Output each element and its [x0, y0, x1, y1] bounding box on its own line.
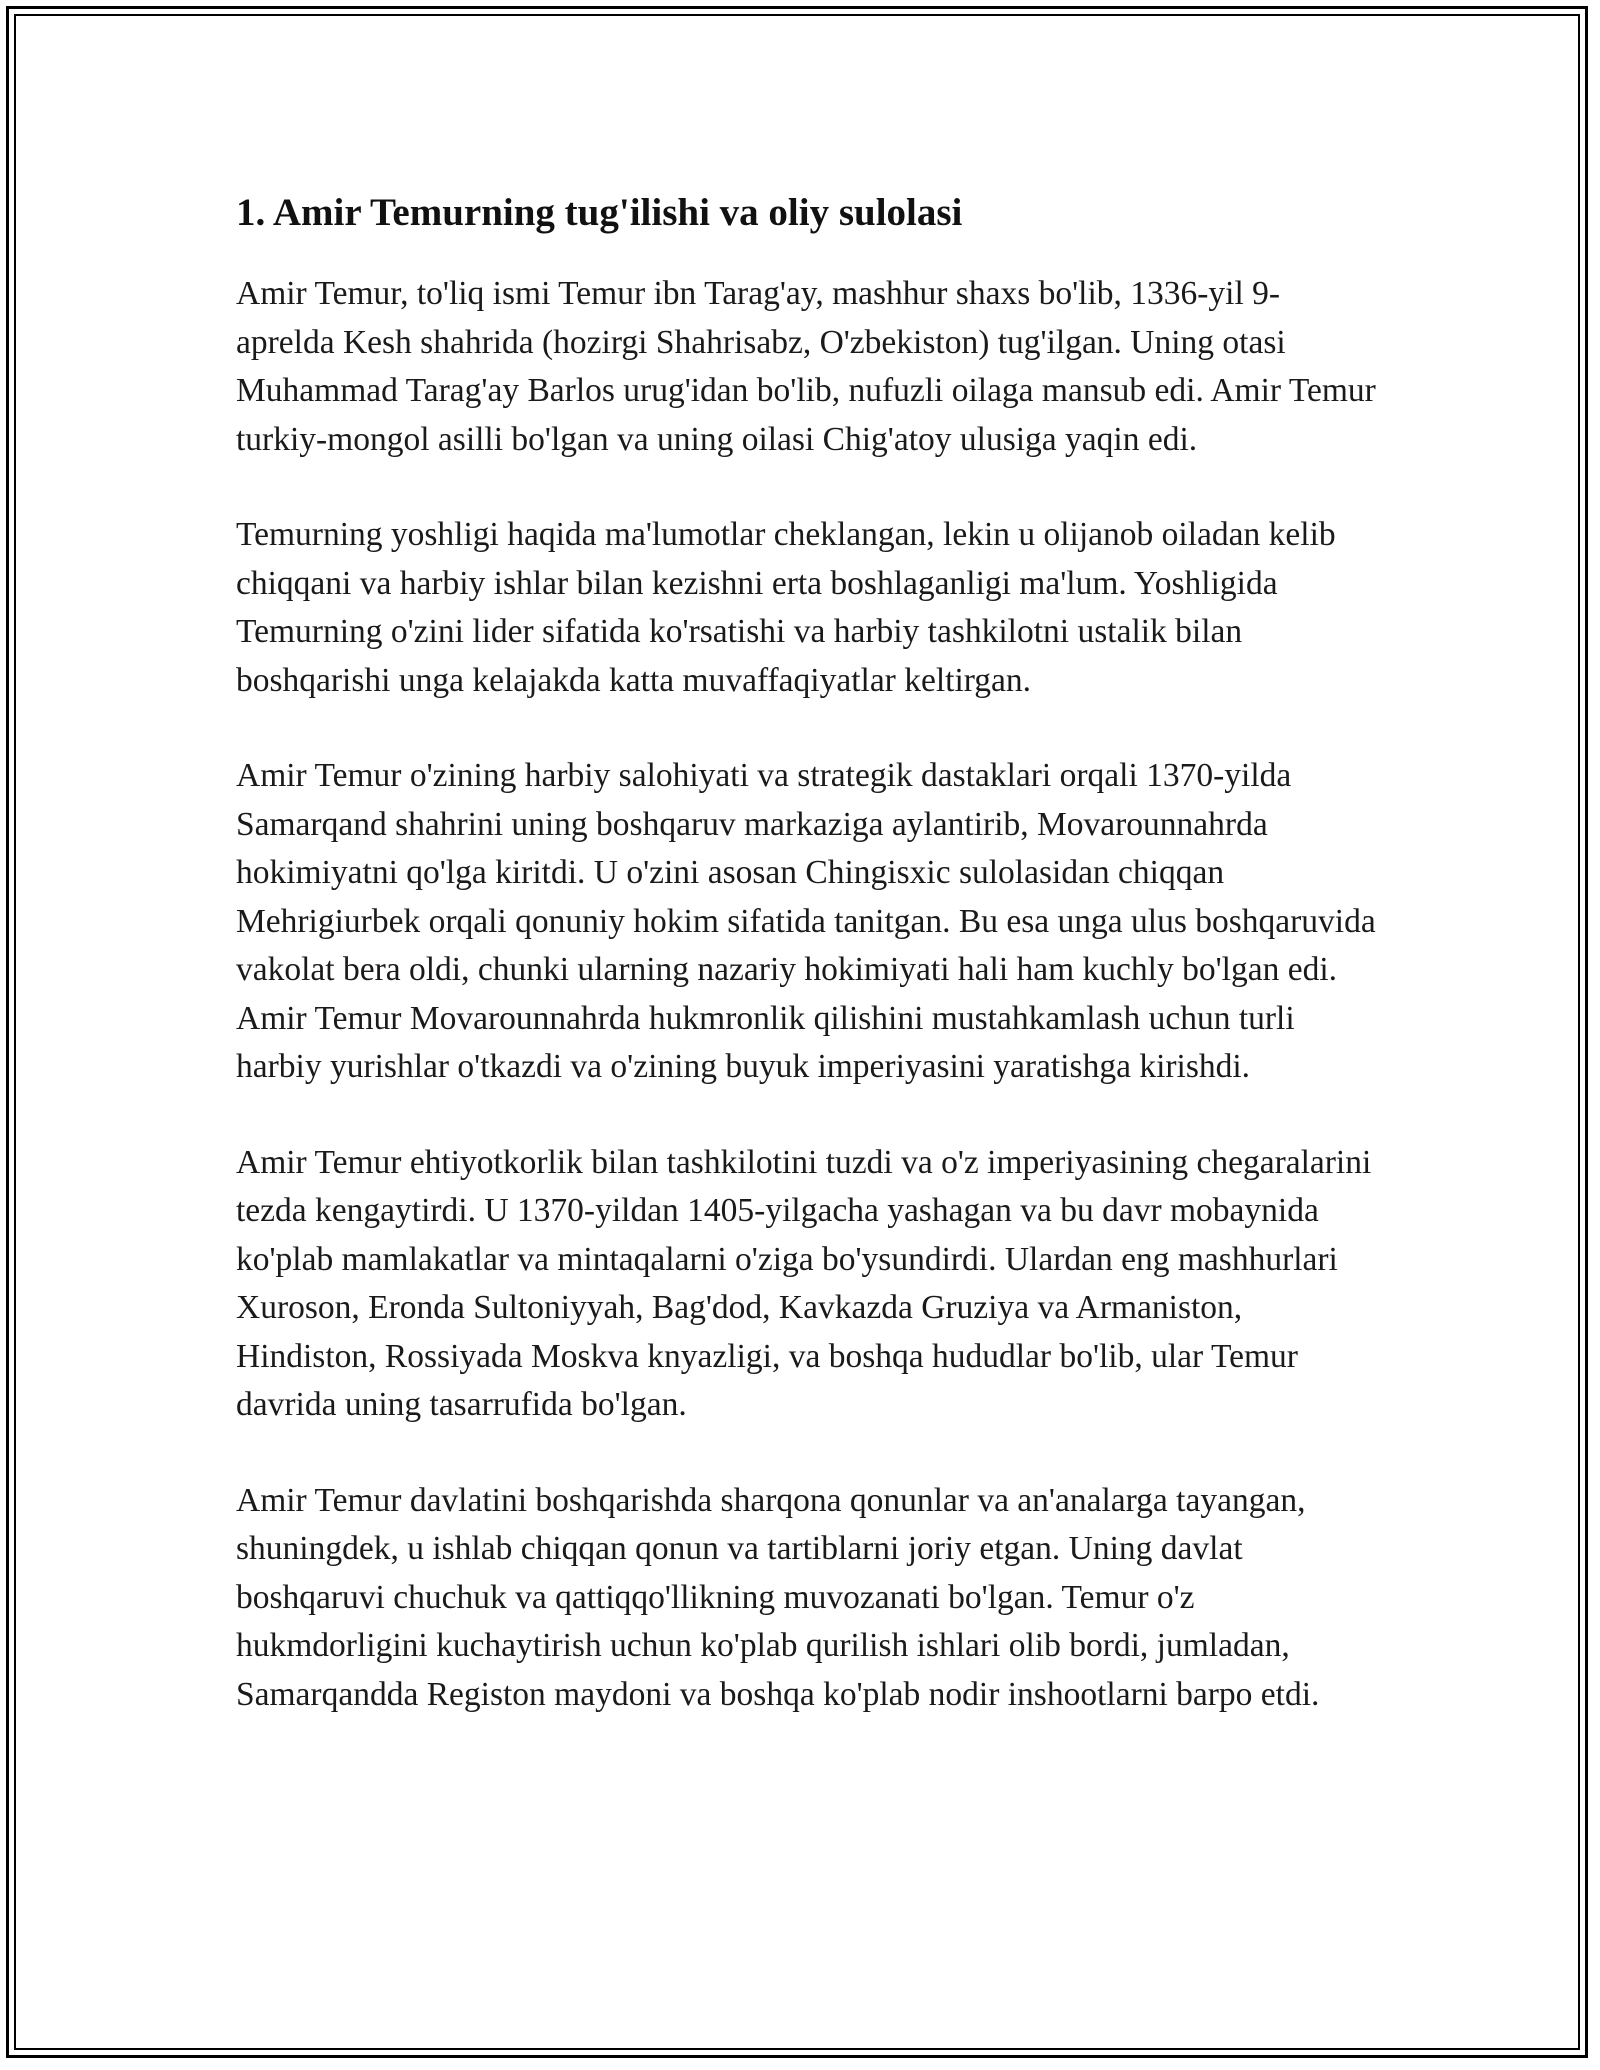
- section-heading: 1. Amir Temurning tug'ilishi va oliy sulolasi: [236, 191, 963, 234]
- paragraph-birth: Amir Temur, to'liq ismi Temur ibn Tarag'ay, mashhur shaxs bo'lib, 1336-yil 9-aprelda Kesh shahrida (hozirgi Shahrisabz, O'zbekiston) tug'ilgan. Uning otasi Muhammad Tarag'ay Barlos urug'idan bo'lib, nufuzli oilaga mansub edi. Amir Temur turkiy-mongol asilli bo'lgan va uning oilasi Chig'atoy ulusiga yaqin edi.: [236, 275, 1376, 458]
- paragraph-governance: Amir Temur davlatini boshqarishda sharqona qonunlar va an'analarga tayangan, shuningdek, u ishlab chiqqan qonun va tartiblarni joriy etgan. Uning davlat boshqaruvi chuchuk va qattiqqo'llikning muvozanati bo'lgan. Temur o'z hukmdorligini kuchaytirish uchun ko'plab qurilish ishlari olib bordi, jumladan, Samarqandda Registon maydoni va boshqa ko'plab nodir inshootlarni barpo etdi.: [236, 1481, 1320, 1713]
- paragraph-conquests: Amir Temur ehtiyotkorlik bilan tashkilotini tuzdi va o'z imperiyasining chegaralarini tezda kengaytirdi. U 1370-yildan 1405-yilgacha yashagan va bu davr mobaynida ko'plab mamlakatlar va mintaqalarni o'ziga bo'ysundirdi. Ulardan eng mashhurlari Xuroson, Eronda Sultoniyyah, Bag'dod, Kavkazda Gruziya va Armaniston, Hindiston, Rossiyada Moskva knyazligi, va boshqa hududlar bo'lib, ular Temur davrida uning tasarrufida bo'lgan.: [236, 1143, 1372, 1423]
- paragraph-rise-to-power: Amir Temur o'zining harbiy salohiyati va strategik dastaklari orqali 1370-yilda Samarqand shahrini uning boshqaruv markaziga aylantirib, Movarounnahrda hokimiyatni qo'lga kiritdi. U o'zini asosan Chingisxic sulolasidan chiqqan Mehrigiurbek orqali qonuniy hokim sifatida tanitgan. Bu esa unga ulus boshqaruvida vakolat bera oldi, chunki ularning nazariy hokimiyati hali ham kuchly bo'lgan edi. Amir Temur Movarounnahrda hukmronlik qilishini mustahkamlash uchun turli harbiy yurishlar o'tkazdi va o'zining buyuk imperiyasini yaratishga kirishdi.: [236, 757, 1376, 1085]
- paragraph-youth: Temurning yoshligi haqida ma'lumotlar cheklangan, lekin u olijanob oiladan kelib chiqqani va harbiy ishlar bilan kezishni erta boshlaganligi ma'lum. Yoshligida Temurning o'zini lider sifatida ko'rsatishi va harbiy tashkilotni ustalik bilan boshqarishi unga kelajakda katta muvaffaqiyatlar keltirgan.: [236, 516, 1336, 699]
- document-body: [236, 184, 1376, 1766]
